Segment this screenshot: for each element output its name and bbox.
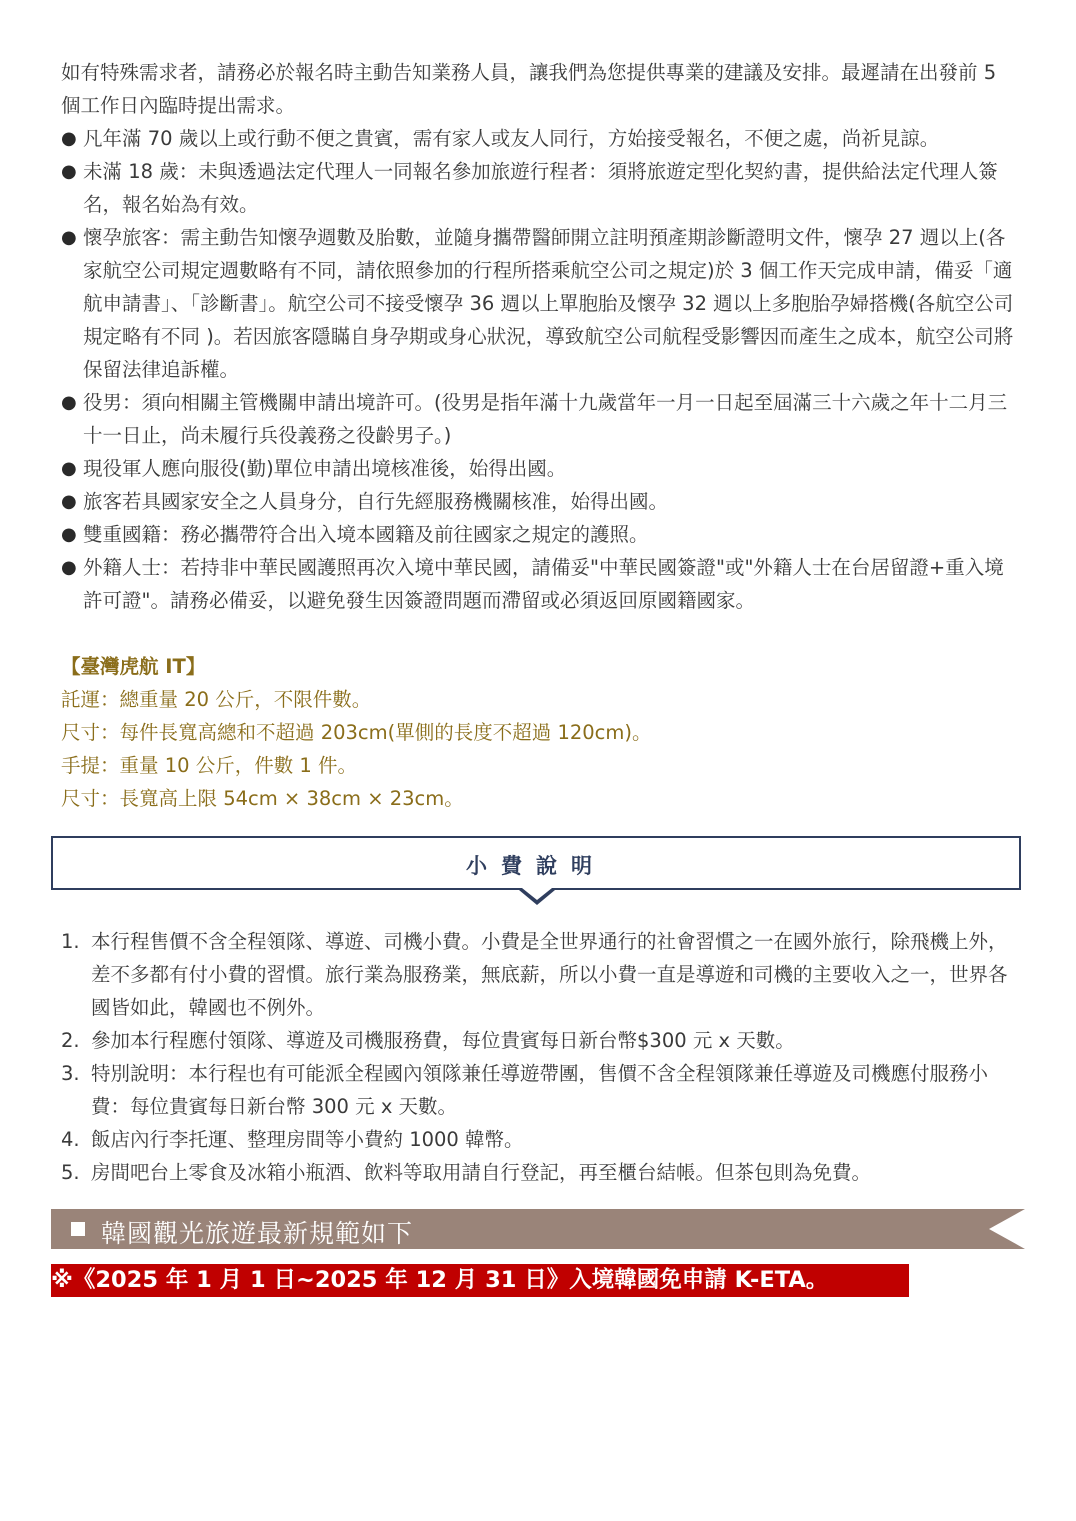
tigerair-baggage-section [61, 650, 1021, 815]
list-item [61, 551, 1021, 617]
list-item-text: 外籍人士：若持非中華民國護照再次入境中華民國，請備妥"中華民國簽證"或"外籍人士在台居留證+重入境許可證"。請務必備妥，以避免發生因簽證問題而滯留或必須返回原國籍國家。 [83, 556, 1004, 612]
list-item [61, 1156, 1021, 1189]
list-item-text: 飯店內行李托運、整理房間等小費約 1000 韓幣。 [91, 1128, 524, 1151]
intro-paragraph: 如有特殊需求者，請務必於報名時主動告知業務人員，讓我們為您提供專業的建議及安排。最遲請在出發前 5 個工作日內臨時提出需求。 [61, 61, 997, 117]
list-item [61, 386, 1021, 452]
bullet-icon: ● [61, 161, 77, 182]
list-item-text: 凡年滿 70 歲以上或行動不便之貴賓，需有家人或友人同行，方始接受報名，不便之處，尚祈見諒。 [83, 127, 940, 150]
carry-on-size: 尺寸：長寬高上限 54cm × 38cm × 23cm。 [61, 787, 464, 810]
item-number: 1. [61, 930, 80, 953]
bullet-icon: ● [61, 557, 77, 578]
list-item-text: 房間吧台上零食及冰箱小瓶酒、飲料等取用請自行登記，再至櫃台結帳。但茶包則為免費。 [91, 1161, 872, 1184]
list-item [61, 485, 1021, 518]
square-icon [71, 1222, 85, 1236]
tigerair-title: 【臺灣虎航 IT】 [61, 655, 206, 678]
item-number: 4. [61, 1128, 80, 1151]
checked-baggage-size: 尺寸：每件長寬高總和不超過 203cm(單側的長度不超過 120cm)。 [61, 721, 652, 744]
list-item [61, 122, 1021, 155]
bullet-icon: ● [61, 227, 77, 248]
item-number: 3. [61, 1062, 80, 1085]
banner-notch-icon [989, 1209, 1025, 1249]
item-number: 2. [61, 1029, 80, 1052]
k-eta-notice: ※《2025 年 1 月 1 日~2025 年 12 月 31 日》入境韓國免申請 K-ETA。 [51, 1264, 909, 1297]
item-number: 5. [61, 1161, 80, 1184]
bullet-icon: ● [61, 458, 77, 479]
list-item-text: 未滿 18 歲：未與透過法定代理人一同報名參加旅遊行程者：須將旅遊定型化契約書，提供給法定代理人簽名，報名始為有效。 [83, 160, 998, 216]
list-item-text: 役男：須向相關主管機關申請出境許可。(役男是指年滿十九歲當年一月一日起至屆滿三十六歲之年十二月三十一日止，尚未履行兵役義務之役齡男子。) [83, 391, 1008, 447]
tips-heading-box [51, 836, 1021, 890]
list-item [61, 1123, 1021, 1156]
list-item-text: 特別說明：本行程也有可能派全程國內領隊兼任導遊帶團，售價不含全程領隊兼任導遊及司機應付服務小費：每位貴賓每日新台幣 300 元 x 天數。 [91, 1062, 989, 1118]
korea-rules-banner [51, 1209, 1025, 1249]
list-item-text: 參加本行程應付領隊、導遊及司機服務費，每位貴賓每日新台幣$300 元 x 天數。 [91, 1029, 795, 1052]
list-item [61, 1057, 1021, 1123]
bullet-icon: ● [61, 491, 77, 512]
banner-title: 韓國觀光旅遊最新規範如下 [101, 1219, 414, 1248]
list-item [61, 925, 1021, 1024]
bullet-icon: ● [61, 392, 77, 413]
carry-on-weight: 手提：重量 10 公斤，件數 1 件。 [61, 754, 358, 777]
list-item [61, 452, 1021, 485]
special-needs-section [61, 56, 1021, 617]
list-item [61, 155, 1021, 221]
requirements-list [61, 122, 1021, 617]
checked-baggage-weight: 託運：總重量 20 公斤，不限件數。 [61, 688, 372, 711]
list-item-text: 本行程售價不含全程領隊、導遊、司機小費。小費是全世界通行的社會習慣之一在國外旅行，除飛機上外，差不多都有付小費的習慣。旅行業為服務業，無底薪，所以小費一直是導遊和司機的主要收入之一，世界各國皆如此，韓國也不例外。 [91, 930, 1008, 1019]
pointer-arrow-fill [522, 888, 552, 900]
bullet-icon: ● [61, 128, 77, 149]
list-item [61, 1024, 1021, 1057]
list-item-text: 現役軍人應向服役(勤)單位申請出境核准後，始得出國。 [83, 457, 567, 480]
list-item [61, 221, 1021, 386]
bullet-icon: ● [61, 524, 77, 545]
list-item-text: 旅客若具國家安全之人員身分，自行先經服務機關核准，始得出國。 [83, 490, 669, 513]
list-item-text: 雙重國籍：務必攜帶符合出入境本國籍及前往國家之規定的護照。 [83, 523, 649, 546]
tips-heading-title: 小費說明 [466, 853, 606, 878]
list-item [61, 518, 1021, 551]
list-item-text: 懷孕旅客：需主動告知懷孕週數及胎數，並隨身攜帶醫師開立註明預產期診斷證明文件，懷孕 27 週以上(各家航空公司規定週數略有不同，請依照參加的行程所搭乘航空公司之規定)於 3 個工作天完成申請，備妥「適航申請書」、「診斷書」。航空公司不接受懷孕 36 週以上單胞胎及懷孕 32 週以上多胞胎孕婦搭機(各航空公司規定略有不同 )。若因旅客隱瞞自身孕期或身心狀況，導致航空公司航程受影響因而產生之成本，航空公司將保留法律追訴權。 [83, 226, 1014, 381]
tips-list [61, 925, 1021, 1189]
